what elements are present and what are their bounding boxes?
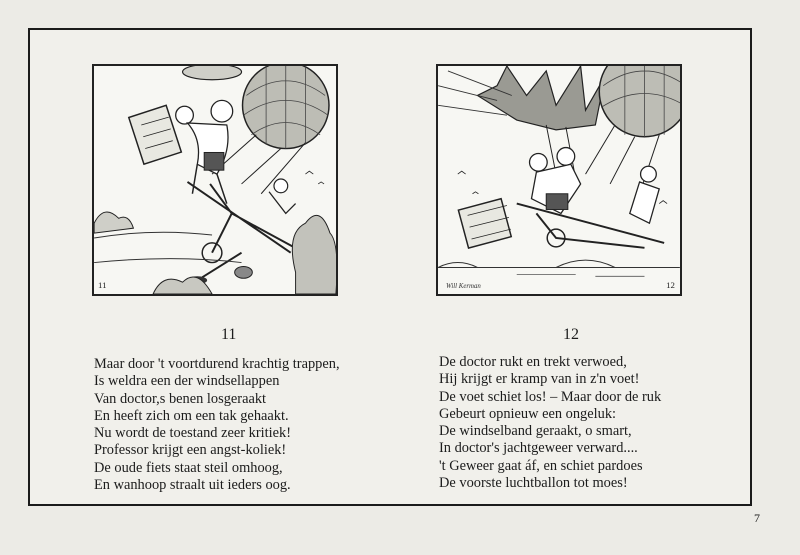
page-number: 7 bbox=[754, 511, 760, 525]
verse-line: Gebeurt opnieuw een ongeluk: bbox=[439, 405, 617, 422]
illustration-label-12: 12 bbox=[666, 280, 675, 291]
verse-line: De voorste luchtballon tot moes! bbox=[439, 475, 628, 492]
verse-12 bbox=[439, 354, 661, 492]
verse-line: De oude fiets staat steil omhoog, bbox=[94, 459, 283, 476]
illustration-12 bbox=[438, 66, 680, 294]
explosion-shape bbox=[477, 66, 605, 130]
artist-signature: Will Kerman bbox=[445, 283, 481, 291]
panel-number-11: 11 bbox=[221, 326, 237, 343]
verse-line: Is weldra een der windsellappen bbox=[94, 373, 280, 390]
verse-line: 't Geweer gaat áf, en schiet pardoes bbox=[439, 457, 643, 474]
page-frame bbox=[28, 28, 752, 506]
panel-number-12: 12 bbox=[563, 326, 579, 343]
verse-line: Hij krijgt er kramp van in z'n voet! bbox=[439, 371, 640, 388]
verse-11 bbox=[94, 356, 340, 494]
verse-line: De doctor rukt en trekt verwoed, bbox=[439, 354, 627, 370]
verse-line: Nu wordt de toestand zeer kritiek! bbox=[94, 425, 291, 442]
verse-line: In doctor's jachtgeweer verward.... bbox=[439, 440, 638, 457]
illustration-panel-12 bbox=[436, 64, 682, 296]
illustration-panel-11 bbox=[92, 64, 338, 296]
second-balloon-shape bbox=[183, 66, 242, 80]
sign-board-shape bbox=[129, 105, 182, 164]
verse-line: En wanhoop straalt uit ieders oog. bbox=[94, 477, 291, 494]
illustration-label-11: 11 bbox=[98, 280, 107, 291]
verse-line: Professor krijgt een angst-koliek! bbox=[94, 442, 287, 459]
verse-line: Maar door 't voortdurend krachtig trappen, bbox=[94, 356, 340, 372]
verse-line: Van doctor,s benen losgeraakt bbox=[94, 390, 267, 407]
verse-line: En heeft zich om een tak gehaakt. bbox=[94, 407, 289, 424]
verse-line: De windselband geraakt, o smart, bbox=[439, 423, 632, 440]
illustration-11 bbox=[94, 66, 336, 294]
verse-line: De voet schiet los! – Maar door de ruk bbox=[439, 388, 662, 405]
